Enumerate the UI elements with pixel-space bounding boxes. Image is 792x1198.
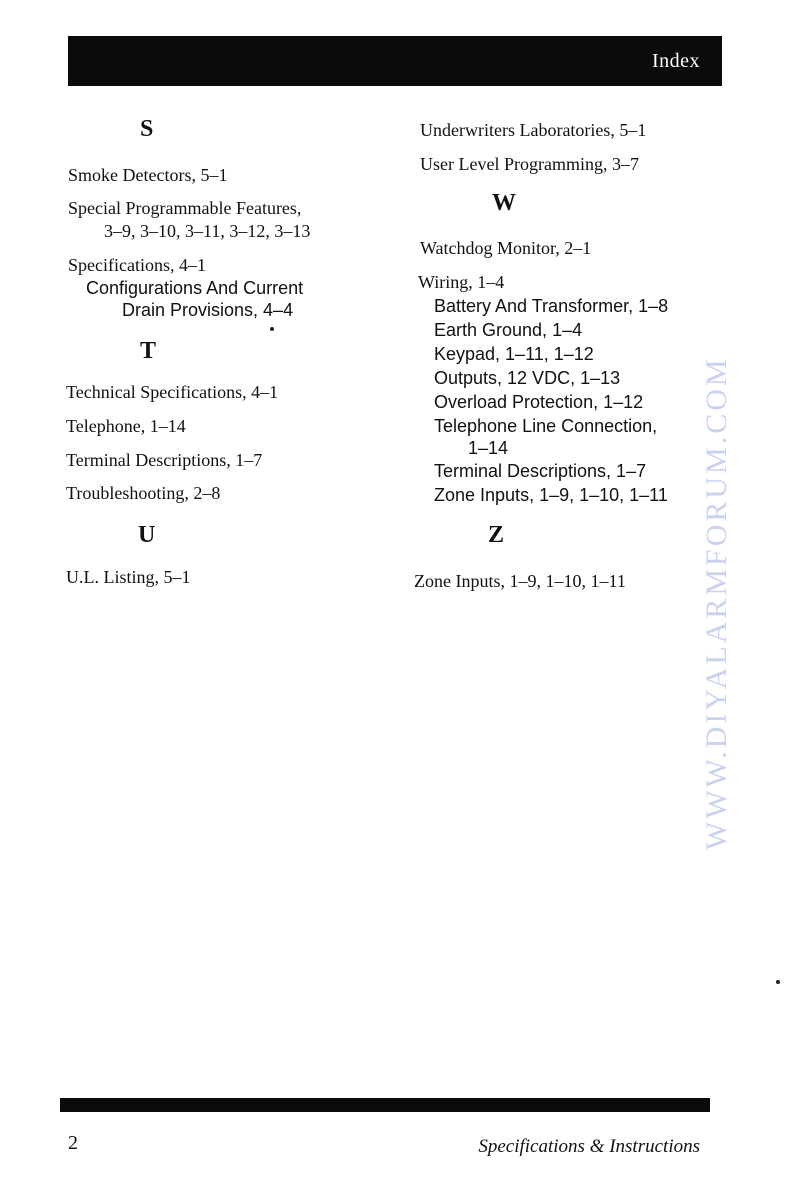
entry-zone-inputs: Zone Inputs, 1–9, 1–10, 1–11 xyxy=(414,571,626,591)
footer-title: Specifications & Instructions xyxy=(478,1136,700,1157)
entry-drain-provisions: Drain Provisions, 4–4 xyxy=(122,300,294,320)
page-number: 2 xyxy=(68,1132,78,1154)
entry-watchdog-monitor: Watchdog Monitor, 2–1 xyxy=(420,238,592,258)
entry-wiring-zone-inputs: Zone Inputs, 1–9, 1–10, 1–11 xyxy=(434,485,668,505)
entry-telephone: Telephone, 1–14 xyxy=(66,416,186,436)
entry-keypad: Keypad, 1–11, 1–12 xyxy=(434,344,594,364)
entry-wiring-terminal-descriptions: Terminal Descriptions, 1–7 xyxy=(434,461,647,481)
entry-overload-protection: Overload Protection, 1–12 xyxy=(434,392,644,412)
entry-smoke-detectors: Smoke Detectors, 5–1 xyxy=(68,165,228,185)
entry-underwriters: Underwriters Laboratories, 5–1 xyxy=(420,120,647,140)
watermark: WWW.DIYALARMFORUM.COM xyxy=(700,356,733,850)
entry-wiring: Wiring, 1–4 xyxy=(418,272,505,292)
section-letter-s: S xyxy=(140,116,154,142)
entry-troubleshooting: Troubleshooting, 2–8 xyxy=(66,483,221,503)
entry-telephone-line-pages: 1–14 xyxy=(468,438,509,458)
section-letter-z: Z xyxy=(488,522,505,548)
entry-earth-ground: Earth Ground, 1–4 xyxy=(434,320,583,340)
entry-configurations: Configurations And Current xyxy=(86,278,304,298)
header-title: Index xyxy=(651,50,700,72)
entry-specifications: Specifications, 4–1 xyxy=(68,255,206,275)
entry-special-programmable: Special Programmable Features, xyxy=(68,198,302,218)
section-letter-u: U xyxy=(138,522,156,548)
header-bar xyxy=(68,36,722,86)
entry-ul-listing: U.L. Listing, 5–1 xyxy=(66,567,191,587)
entry-outputs: Outputs, 12 VDC, 1–13 xyxy=(434,368,621,388)
scan-speck xyxy=(776,980,780,984)
entry-special-programmable-pages: 3–9, 3–10, 3–11, 3–12, 3–13 xyxy=(104,221,311,241)
entry-terminal-descriptions: Terminal Descriptions, 1–7 xyxy=(66,450,263,470)
entry-telephone-line: Telephone Line Connection, xyxy=(434,416,658,436)
section-letter-t: T xyxy=(140,338,157,364)
section-letter-w: W xyxy=(492,190,516,216)
footer-bar xyxy=(60,1098,710,1112)
scan-speck xyxy=(270,327,274,331)
entry-technical-specifications: Technical Specifications, 4–1 xyxy=(66,382,279,402)
entry-battery-transformer: Battery And Transformer, 1–8 xyxy=(434,296,669,316)
entry-user-level-programming: User Level Programming, 3–7 xyxy=(420,154,639,174)
